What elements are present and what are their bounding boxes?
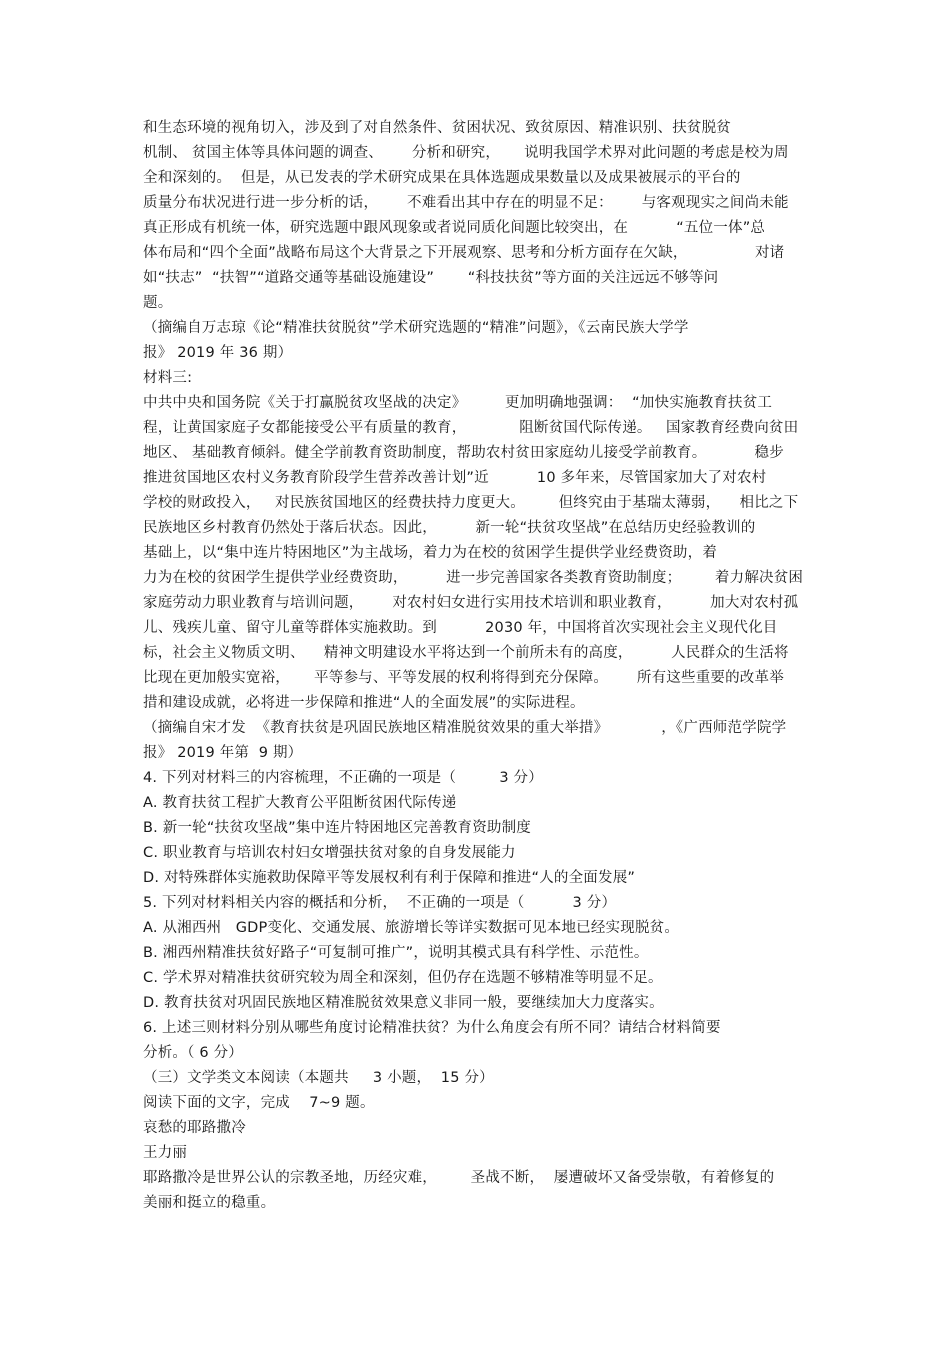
text-line: 质量分布状况进行进一步分析的话， 不难看出其中存在的明显不足： 与客观现实之间尚未能 [143, 195, 789, 211]
text-line: 措和建设成就，必将进一步保障和推进“人的全面发展”的实际进程。 [143, 695, 585, 711]
text-line: 民族地区乡村教育仍然处于落后状态。因此， 新一轮“扶贫攻坚战”在总结历史经验教训的 [143, 520, 756, 536]
option-a: A. 教育扶贫工程扩大教育公平阻断贫困代际传递 [143, 795, 457, 811]
text-line: 全和深刻的。 但是，从已发表的学术研究成果在具体选题成果数量以及成果被展示的平台的 [143, 170, 741, 186]
text-line: 美丽和挺立的稳重。 [143, 1195, 276, 1211]
text-line: 真正形成有机统一体，研究选题中跟风现象或者说同质化间题比较突出，在 “五位一体”总 [143, 220, 766, 236]
section-heading: （三）文学类文本阅读（本题共 3 小题， 15 分） [143, 1070, 494, 1086]
text-line: 中共中央和国务院《关于打赢脱贫攻坚战的决定》 更加明确地强调： “加快实施教育扶贫工 [143, 395, 773, 411]
text-line: 学校的财政投入， 对民族贫国地区的经费扶持力度更大。 但终究由于基瑞太薄弱， 相比之下 [143, 495, 799, 511]
article-title: 哀愁的耶路撒冷 [143, 1120, 246, 1136]
question-6: 分析。（ 6 分） [143, 1045, 243, 1061]
text-line: 推进贫国地区农村义务教育阶段学生营养改善计划”近 10 多年来，尽管国家加大了对农村 [143, 470, 767, 486]
option-b: B. 新一轮“扶贫攻坚战”集中连片特困地区完善教育资助制度 [143, 820, 531, 836]
text-line: 耶路撒冷是世界公认的宗教圣地，历经灾难， 圣战不断， 屡遭破坏又备受崇敬，有着修复的 [143, 1170, 775, 1186]
text-line: 和生态环境的视角切入，涉及到了对自然条件、贫困状况、致贫原因、精准识别、扶贫脱贫 [143, 120, 731, 136]
text-line: 家庭劳动力职业教育与培训问题， 对农村妇女进行实用技术培训和职业教育， 加大对农村孤 [143, 595, 799, 611]
text-line: 基础上，以“集中连片特困地区”为主战场，着力为在校的贫困学生提供学业经费资助，着 [143, 545, 718, 561]
text-line: 如“扶志” “扶智”“道路交通等基础设施建设” “科技扶贫”等方面的关注远远不够等问 [143, 270, 719, 286]
option-c: C. 学术界对精准扶贫研究较为周全和深刻，但仍存在选题不够精准等明显不足。 [143, 970, 663, 986]
citation-line: 报》 2019 年 36 期） [143, 345, 293, 361]
question-5: 5. 下列对材料相关内容的概括和分析， 不正确的一项是（ 3 分） [143, 895, 617, 911]
option-c: C. 职业教育与培训农村妇女增强扶贫对象的自身发展能力 [143, 845, 516, 861]
citation-line: 报》 2019 年第 9 期） [143, 745, 303, 761]
question-6: 6. 上述三则材料分别从哪些角度讨论精准扶贫？为什么角度会有所不同？请结合材料简要 [143, 1020, 721, 1036]
article-author: 王力丽 [143, 1145, 188, 1161]
citation-line: （摘编自万志琼《论“精准扶贫脱贫”学术研究选题的“精准”问题》，《云南民族大学学 [143, 320, 689, 336]
section-heading: 材料三: [143, 370, 193, 386]
text-line: 儿、残疾儿童、留守儿童等群体实施救助。到 2030 年，中国将首次实现社会主义现代化目 [143, 620, 778, 636]
question-4: 4. 下列对材料三的内容梳理，不正确的一项是（ 3 分） [143, 770, 543, 786]
text-line: 比现在更加般实宽裕， 平等参与、平等发展的权利将得到充分保障。 所有这些重要的改革举 [143, 670, 784, 686]
option-a: A. 从湘西州 GDP变化、交通发展、旅游增长等详实数据可见本地已经实现脱贫。 [143, 920, 680, 936]
option-b: B. 湘西州精准扶贫好路子“可复制可推广”，说明其模式具有科学性、示范性。 [143, 945, 649, 961]
text-line: 地区、 基础教育倾斜。健全学前教育资助制度，帮助农村贫田家庭幼儿接受学前教育。 稳步 [143, 445, 784, 461]
text-line: 力为在校的贫困学生提供学业经费资助， 进一步完善国家各类教育资助制度； 着力解决贫困 [143, 570, 804, 586]
text-line: 题。 [143, 295, 173, 311]
text-line: 标，社会主义物质文明、 精神文明建设水平将达到一个前所未有的高度， 人民群众的生活将 [143, 645, 789, 661]
instruction-line: 阅读下面的文字，完成 7~9 题。 [143, 1095, 375, 1111]
citation-line: （摘编自宋才发 《教育扶贫是巩固民族地区精准脱贫效果的重大举措》 ，《广西师范学院学 [143, 720, 787, 736]
text-line: 机制、 贫国主体等具体问题的调查、 分析和研究， 说明我国学术界对此问题的考虑是校为周 [143, 145, 789, 161]
option-d: D. 教育扶贫对巩固民族地区精准脱贫效果意义非同一般，要继续加大力度落实。 [143, 995, 664, 1011]
text-line: 程，让黄国家庭子女都能接受公平有质量的教育， 阻断贫国代际传递。 国家教育经费向贫田 [143, 420, 799, 436]
option-d: D. 对特殊群体实施救助保障平等发展权利有利于保障和推进“人的全面发展” [143, 870, 636, 886]
text-line: 体布局和“四个全面”战略布局这个大背景之下开展观察、思考和分析方面存在欠缺， 对诸 [143, 245, 785, 261]
